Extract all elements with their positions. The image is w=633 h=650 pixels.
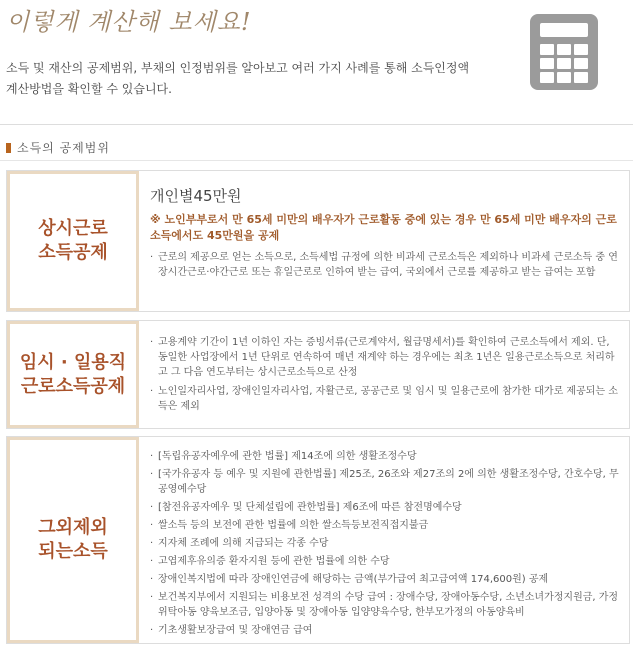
- section-title: [6, 139, 110, 156]
- block-list: [150, 449, 619, 638]
- intro-line: 계산방법을 확인할 수 있습니다.: [6, 82, 172, 96]
- block-body: [150, 321, 619, 418]
- list-item: · [국가유공자 등 예우 및 지원에 관한법률] 제25조, 26조와 제27조의 2에 의한 생활조정수당, 간호수당, 무공영예수당: [150, 467, 619, 497]
- section-title-text: 소득의 공제범위: [17, 141, 110, 155]
- block-heading: 개인별45만원: [150, 187, 242, 205]
- list-item: · [독립유공자예우에 관한 법률] 제14조에 의한 생활조정수당: [150, 449, 619, 464]
- intro-text: [6, 58, 506, 100]
- block-label: 임시 · 일용직 근로소득공제: [7, 321, 139, 428]
- list-item: · 보건복지부에서 지원되는 비용보전 성격의 수당 급여 : 장애수당, 장애아동수당, 소년소녀가정지원금, 가정위탁아동 양육보조금, 입양아동 및 장애아동 입양양육수당, 한부모가정의 아동양육비: [150, 590, 619, 620]
- deduction-block-regular: [6, 170, 630, 312]
- block-list: [150, 335, 619, 414]
- deduction-block-temporary: [6, 320, 630, 429]
- calculator-screen: [540, 23, 588, 37]
- calculator-icon: [530, 14, 598, 90]
- list-item: · 지자체 조례에 의해 지급되는 각종 수당: [150, 536, 619, 551]
- list-item: · 근로의 제공으로 얻는 소득으로, 소득세법 규정에 의한 비과세 근로소득은 제외하나 비과세 근로소득 중 연장시간근로·야간근로 또는 휴일근로로 인하여 받는 급여, 국외에서 근로를 제공하고 받는 급여는 포함: [150, 250, 619, 280]
- intro-line: 소득 및 재산의 공제범위, 부채의 인정범위를 알아보고 여러 가지 사례를 통해 소득인정액: [6, 61, 470, 75]
- block-body: [150, 171, 619, 284]
- block-label: 상시근로 소득공제: [7, 171, 139, 311]
- list-item: · 기초생활보장급여 및 장애연금 급여: [150, 623, 619, 638]
- block-label: 그외제외 되는소득: [7, 437, 139, 643]
- list-item: · 장애인복지법에 따라 장애인연금에 해당하는 금액(부가급여 최고급여액 174,600원) 공제: [150, 572, 619, 587]
- block-note: ※ 노인부부로서 만 65세 미만의 배우자가 근로활동 중에 있는 경우 만 65세 미만 배우자의 근로소득에서도 45만원을 공제: [150, 213, 617, 242]
- list-item: · 노인일자리사업, 장애인일자리사업, 자활근로, 공공근로 및 임시 및 일용근로에 참가한 대가로 제공되는 소득은 제외: [150, 384, 619, 414]
- list-item: · [참전유공자예우 및 단체설립에 관한법률] 제6조에 따른 참전명예수당: [150, 500, 619, 515]
- divider: [0, 124, 633, 125]
- list-item: · 쌀소득 등의 보전에 관한 법률에 의한 쌀소득등보전직접지불금: [150, 518, 619, 533]
- deduction-block-other: [6, 436, 630, 644]
- section-marker: [6, 143, 11, 153]
- block-body: [150, 437, 619, 641]
- section-divider: [0, 160, 633, 161]
- block-list: [150, 250, 619, 280]
- calculator-keys: [540, 44, 588, 83]
- list-item: · 고용계약 기간이 1년 이하인 자는 증빙서류(근로계약서, 월급명세서)를 확인하여 근로소득에서 제외. 단, 동일한 사업장에서 1년 단위로 연속하여 매년 재계약 하는 경우에는 최초 1년은 일용근로소득으로 처리하고 그 다음 연도부터는 상시근로소득으로 산정: [150, 335, 619, 380]
- page-title: 이렇게 계산해 보세요!: [6, 8, 252, 36]
- list-item: · 고엽제후유의증 환자지원 등에 관한 법률에 의한 수당: [150, 554, 619, 569]
